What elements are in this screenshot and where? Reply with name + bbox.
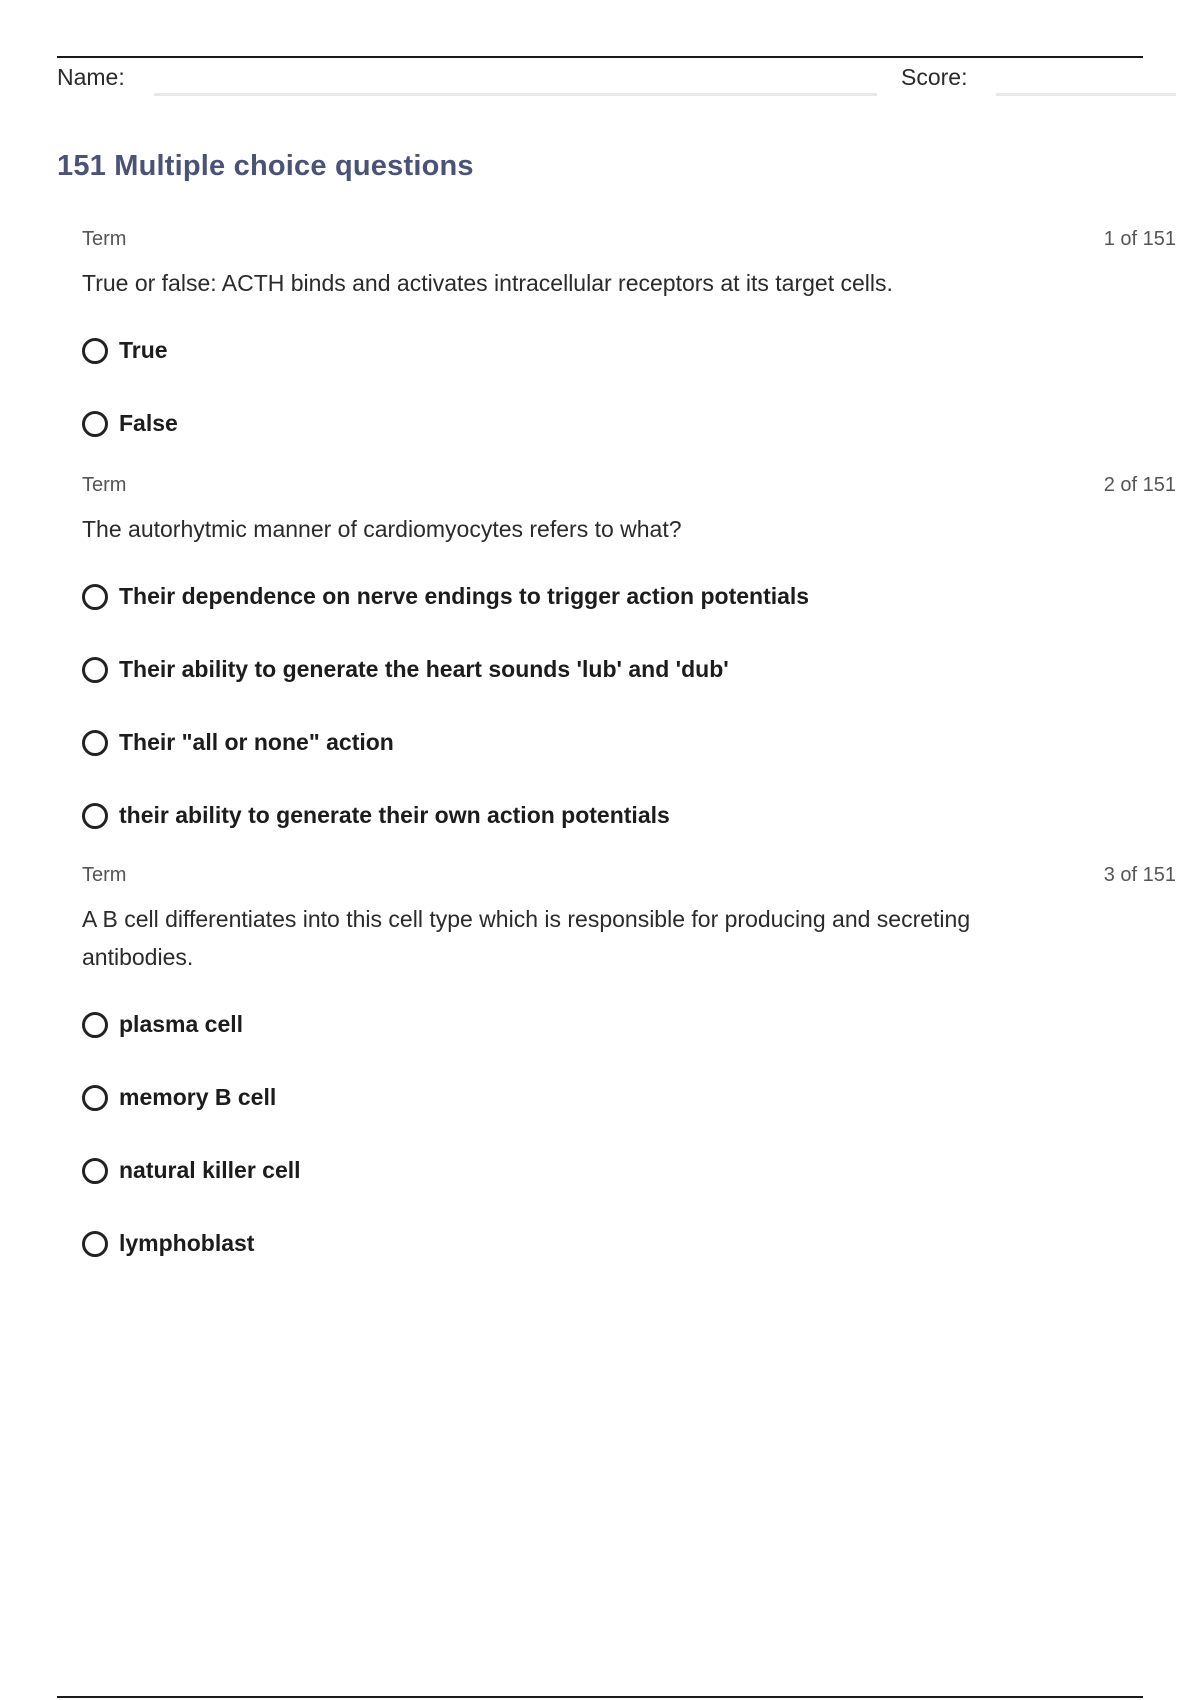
answer-option[interactable] [82,387,1176,460]
answer-option[interactable] [82,779,1176,852]
radio-button-icon[interactable] [82,1158,108,1184]
answer-option[interactable] [82,314,1176,387]
answer-option-label: Their ability to generate the heart sounds 'lub' and 'dub' [119,656,729,682]
radio-button-icon[interactable] [82,1012,108,1038]
answer-option-label: plasma cell [119,1011,244,1037]
answer-option-label: True [119,337,168,363]
question-1 [82,228,1176,460]
answer-option-label: Their dependence on nerve endings to trigger action potentials [119,583,810,609]
score-label: Score: [901,64,968,90]
radio-button-icon[interactable] [82,1231,108,1257]
section-title: 151 Multiple choice questions [57,150,474,182]
question-prompt: True or false: ACTH binds and activates intracellular receptors at its target cells. [82,270,893,296]
top-divider [57,56,1143,58]
radio-button-icon[interactable] [82,584,108,610]
radio-button-icon[interactable] [82,1085,108,1111]
answer-option-label: memory B cell [119,1084,277,1110]
name-label: Name: [57,64,125,90]
radio-button-icon[interactable] [82,411,108,437]
answer-option-label: Their "all or none" action [119,729,394,755]
radio-button-icon[interactable] [82,730,108,756]
answer-option-label: natural killer cell [119,1157,301,1183]
term-label: Term [82,228,127,250]
term-label: Term [82,864,127,886]
answer-options [82,560,1176,852]
question-prompt: A B cell differentiates into this cell type which is responsible for producing and secreting antibodies. [82,906,971,970]
radio-button-icon[interactable] [82,657,108,683]
radio-button-icon[interactable] [82,338,108,364]
question-counter: 1 of 151 [1103,228,1176,250]
answer-options [82,988,1176,1280]
term-label: Term [82,474,127,496]
question-prompt: The autorhytmic manner of cardiomyocytes refers to what? [82,516,682,542]
radio-button-icon[interactable] [82,803,108,829]
answer-option-label: False [119,410,178,436]
answer-option-label: their ability to generate their own action potentials [119,802,670,828]
question-counter: 3 of 151 [1103,864,1176,886]
answer-options [82,314,1176,460]
question-3 [82,864,1176,1280]
answer-option[interactable] [82,1207,1176,1280]
name-field[interactable] [154,93,877,96]
answer-option-label: lymphoblast [119,1230,255,1256]
answer-option[interactable] [82,1134,1176,1207]
answer-option[interactable] [82,560,1176,633]
answer-option[interactable] [82,988,1176,1061]
answer-option[interactable] [82,633,1176,706]
answer-option[interactable] [82,706,1176,779]
question-counter: 2 of 151 [1103,474,1176,496]
question-2 [82,474,1176,852]
bottom-divider [57,1696,1143,1698]
answer-option[interactable] [82,1061,1176,1134]
score-field[interactable] [996,93,1176,96]
